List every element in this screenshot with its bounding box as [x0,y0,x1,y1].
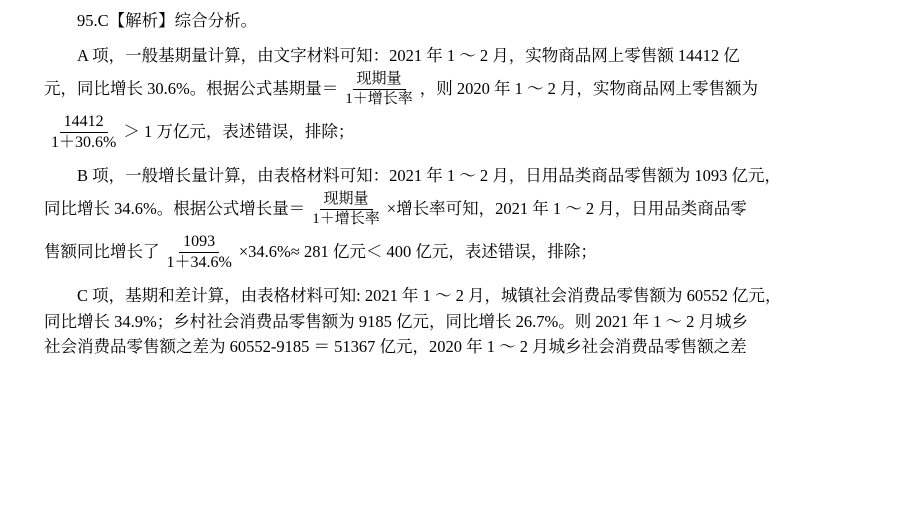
option-c-text-line-2: 同比增长 34.9%；乡村社会消费品零售额为 9185 亿元，同比增长 26.7%。则 2021 年 1 ～ 2 月城乡 [44,311,748,331]
fraction-14412-over-1-plus-30-6 [47,113,120,152]
option-a-line2-pre: 元，同比增长 30.6%。根据公式基期量＝ [44,79,339,99]
option-a-line-3 [44,111,872,154]
option-c-line-2 [44,309,872,335]
fraction-growth-formula [308,191,384,228]
option-b-line3-pre: 售额同比增长了 [44,242,160,262]
fraction-denominator: 1＋增长率 [345,90,413,107]
option-c-text-line-3: 社会消费品零售额之差为 60552-9185 ＝ 51367 亿元，2020 年 1 ～ 2 月城乡社会消费品零售额之差 [44,337,747,357]
option-b-line3-post: ×34.6%≈ 281 亿元＜ 400 亿元，表述错误，排除； [238,242,597,262]
fraction-denominator: 1＋30.6% [51,133,117,151]
option-c-line-3 [44,334,872,360]
fraction-numerator: 1093 [179,233,219,253]
option-a-line2-post: ，则 2020 年 1 ～ 2 月，实物商品网上零售额为 [419,79,759,99]
fraction-numerator: 现期量 [353,71,406,90]
answer-heading-line [44,8,872,34]
option-b-line-1 [44,163,872,189]
fraction-numerator: 14412 [60,113,108,133]
fraction-denominator: 1＋34.6% [166,254,232,272]
fraction-numerator: 现期量 [320,191,373,210]
option-b-line2-post: ×增长率可知，2021 年 1 ～ 2 月，日用品类商品零 [386,199,747,219]
option-a-line-1 [44,43,872,69]
option-c-paragraph [0,283,910,360]
question-number: 95.C [77,11,109,30]
option-a-paragraph [0,43,910,154]
option-b-lead-text: B 项，一般增长量计算，由表格材料可知：2021 年 1 ～ 2 月，日用品类商品零售额为 1093 亿元， [77,165,782,185]
option-a-line-2 [44,68,872,111]
fraction-1093-over-1-plus-34-6 [163,233,236,272]
option-c-line-1 [44,283,872,309]
option-b-line-2 [44,188,872,231]
option-b-line-3 [44,231,872,274]
option-a-lead-text: A 项，一般基期量计算，由文字材料可知：2021 年 1 ～ 2 月，实物商品网上零售额 14412 亿 [77,45,740,65]
option-b-paragraph [0,163,910,274]
option-a-line3-post: ＞ 1 万亿元，表述错误，排除； [123,122,355,142]
heading-text: 【解析】综合分析。 [108,11,258,30]
answer-heading-paragraph [0,0,910,34]
option-c-text-line-1: C 项，基期和差计算，由表格材料可知: 2021 年 1 ～ 2 月，城镇社会消费品零售额为 60552 亿元， [77,286,782,306]
fraction-base-formula [341,71,417,108]
fraction-denominator: 1＋增长率 [312,211,380,228]
option-b-line2-pre: 同比增长 34.6%。根据公式增长量＝ [44,199,306,219]
